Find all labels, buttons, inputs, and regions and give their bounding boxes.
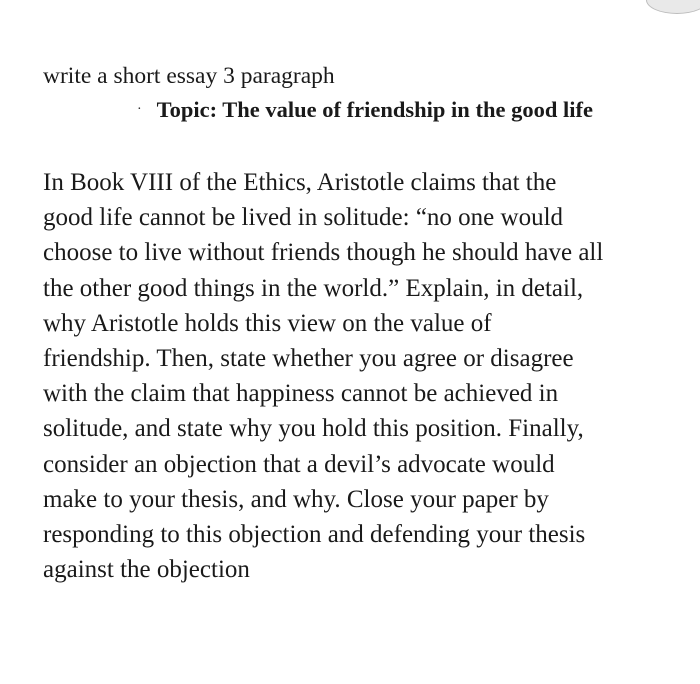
instruction-text: write a short essay 3 paragraph [43,63,335,89]
prompt-line: why Aristotle holds this view on the value of [43,309,492,337]
prompt-line: good life cannot be lived in solitude: “no one would [43,204,564,232]
prompt-line: make to your thesis, and why. Close your paper by [43,485,549,513]
prompt-line: with the claim that happiness cannot be achieved in [43,380,559,408]
prompt-line: choose to live without friends though he should have all [43,239,604,267]
topic-text: Topic: The value of friendship in the good life [156,97,593,122]
prompt-line: friendship. Then, state whether you agree or disagree [43,345,574,373]
prompt-line: responding to this objection and defending your thesis [43,521,586,549]
prompt-line: In Book VIII of the Ethics, Aristotle claims that the [43,169,557,196]
corner-decoration [646,0,700,14]
prompt-line: consider an objection that a devil’s advocate would [43,450,555,478]
prompt-line: against the objection [43,556,250,584]
essay-prompt [43,165,673,587]
prompt-line: the other good things in the world.” Explain, in detail, [43,274,584,302]
bullet-icon: · [137,101,142,117]
topic-row [137,95,593,127]
prompt-line: solitude, and state why you hold this position. Finally, [43,415,584,443]
